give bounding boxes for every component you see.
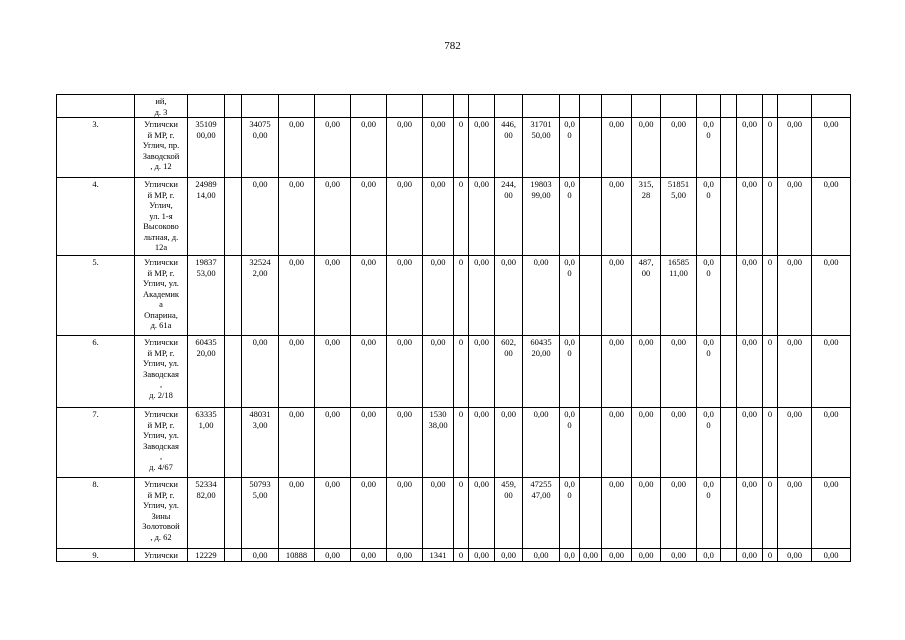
page-number: 782 [444, 40, 461, 52]
value-cell: 0,0 [697, 549, 721, 562]
value-cell [469, 95, 495, 118]
value-cell: 0,00 [351, 549, 387, 562]
value-cell: 0,00 [778, 549, 812, 562]
value-cell: 0 [454, 408, 469, 478]
value-cell: 1530 38,00 [423, 408, 454, 478]
value-cell [279, 95, 315, 118]
value-cell [225, 478, 242, 549]
value-cell: 0,00 [351, 478, 387, 549]
row-number-cell [57, 95, 135, 118]
value-cell [721, 118, 737, 178]
value-cell: 0 [763, 549, 778, 562]
value-cell [454, 95, 469, 118]
value-cell: 0,00 [469, 178, 495, 256]
value-cell: 0,00 [661, 336, 697, 408]
value-cell: 0,00 [423, 256, 454, 336]
value-cell: 0,00 [495, 408, 523, 478]
value-cell: 10888 [279, 549, 315, 562]
address-cell: Угличски й МР, г. Углич, ул. 1-я Высоково льтная, д. 12а [135, 178, 188, 256]
value-cell: 0,0 0 [697, 256, 721, 336]
value-cell: 459, 00 [495, 478, 523, 549]
value-cell: 0,00 [351, 336, 387, 408]
table-row [57, 336, 851, 408]
value-cell: 0,00 [812, 256, 851, 336]
value-cell [721, 408, 737, 478]
value-cell: 63335 1,00 [188, 408, 225, 478]
value-cell: 0,00 [778, 336, 812, 408]
value-cell [721, 478, 737, 549]
value-cell: 0,00 [812, 549, 851, 562]
value-cell [721, 178, 737, 256]
value-cell [580, 178, 602, 256]
value-cell: 0,0 [560, 549, 580, 562]
table-row [57, 408, 851, 478]
value-cell: 315, 28 [632, 178, 661, 256]
value-cell: 0,00 [469, 478, 495, 549]
value-cell: 19803 99,00 [523, 178, 560, 256]
value-cell [225, 549, 242, 562]
value-cell: 0,00 [778, 118, 812, 178]
value-cell: 0 [763, 478, 778, 549]
value-cell: 0,00 [602, 118, 632, 178]
value-cell: 0,0 0 [560, 118, 580, 178]
value-cell [225, 336, 242, 408]
row-number-cell: 6. [57, 336, 135, 408]
value-cell: 244, 00 [495, 178, 523, 256]
value-cell: 0,0 0 [697, 408, 721, 478]
address-cell: Угличски й МР, г. Углич, ул. Заводская , д. 2/18 [135, 336, 188, 408]
row-number-cell: 3. [57, 118, 135, 178]
value-cell: 0 [454, 256, 469, 336]
value-cell [661, 95, 697, 118]
value-cell [580, 408, 602, 478]
value-cell [423, 95, 454, 118]
value-cell: 24989 14,00 [188, 178, 225, 256]
row-number-cell: 8. [57, 478, 135, 549]
value-cell [351, 95, 387, 118]
value-cell: 0,00 [495, 256, 523, 336]
value-cell: 51851 5,00 [661, 178, 697, 256]
value-cell: 0,00 [737, 336, 763, 408]
value-cell: 0 [454, 549, 469, 562]
housing-register-table [56, 94, 851, 562]
value-cell: 0,00 [469, 336, 495, 408]
value-cell: 0,00 [632, 408, 661, 478]
value-cell [697, 95, 721, 118]
value-cell: 0,00 [351, 118, 387, 178]
value-cell: 0,00 [315, 478, 351, 549]
value-cell: 0 [763, 256, 778, 336]
value-cell: 0,00 [315, 118, 351, 178]
value-cell: 60435 20,00 [523, 336, 560, 408]
value-cell: 0,00 [351, 178, 387, 256]
value-cell [580, 118, 602, 178]
address-cell: Угличски [135, 549, 188, 562]
value-cell: 0,00 [737, 256, 763, 336]
row-number-cell: 4. [57, 178, 135, 256]
value-cell [225, 95, 242, 118]
value-cell: 0,0 0 [560, 256, 580, 336]
value-cell [495, 95, 523, 118]
row-number-cell: 7. [57, 408, 135, 478]
value-cell: 0,00 [602, 549, 632, 562]
value-cell [225, 118, 242, 178]
value-cell: 0,00 [387, 478, 423, 549]
value-cell: 35109 00,00 [188, 118, 225, 178]
value-cell: 0,00 [387, 118, 423, 178]
value-cell: 0 [454, 118, 469, 178]
value-cell [580, 336, 602, 408]
value-cell: 0,00 [469, 118, 495, 178]
value-cell: 0,0 0 [560, 178, 580, 256]
value-cell: 0,00 [661, 408, 697, 478]
value-cell: 0,0 0 [697, 336, 721, 408]
value-cell: 0,00 [778, 256, 812, 336]
value-cell: 1341 [423, 549, 454, 562]
value-cell: 0,00 [495, 549, 523, 562]
value-cell: 0,00 [279, 478, 315, 549]
value-cell: 32524 2,00 [242, 256, 279, 336]
value-cell: 487, 00 [632, 256, 661, 336]
value-cell: 0,00 [632, 336, 661, 408]
value-cell: 0,00 [523, 256, 560, 336]
value-cell: 0,00 [315, 336, 351, 408]
value-cell: 0 [763, 336, 778, 408]
value-cell [523, 95, 560, 118]
value-cell: 16585 11,00 [661, 256, 697, 336]
value-cell [580, 95, 602, 118]
value-cell: 0,00 [423, 336, 454, 408]
value-cell [763, 95, 778, 118]
table-row [57, 256, 851, 336]
value-cell: 0,00 [737, 408, 763, 478]
value-cell: 31701 50,00 [523, 118, 560, 178]
value-cell: 0,00 [523, 549, 560, 562]
value-cell: 0,00 [661, 118, 697, 178]
value-cell: 0,00 [778, 178, 812, 256]
value-cell [560, 95, 580, 118]
value-cell [632, 95, 661, 118]
value-cell: 0,00 [423, 478, 454, 549]
address-cell: Угличски й МР, г. Углич, пр. Заводской , д. 12 [135, 118, 188, 178]
value-cell: 0,00 [387, 408, 423, 478]
value-cell: 0,00 [632, 549, 661, 562]
value-cell: 0,00 [632, 478, 661, 549]
value-cell: 0,00 [242, 178, 279, 256]
value-cell: 60435 20,00 [188, 336, 225, 408]
value-cell [225, 256, 242, 336]
value-cell: 0,00 [279, 178, 315, 256]
value-cell: 0,00 [737, 478, 763, 549]
value-cell [737, 95, 763, 118]
value-cell [580, 478, 602, 549]
value-cell: 0,00 [469, 549, 495, 562]
value-cell: 0,00 [469, 256, 495, 336]
value-cell: 0,0 0 [697, 118, 721, 178]
value-cell: 0,00 [315, 408, 351, 478]
value-cell: 0,00 [812, 178, 851, 256]
value-cell: 0,00 [661, 478, 697, 549]
value-cell: 0,00 [812, 478, 851, 549]
value-cell: 50793 5,00 [242, 478, 279, 549]
address-cell: ий, д. 3 [135, 95, 188, 118]
address-cell: Угличски й МР, г. Углич, ул. Заводская , д. 4/67 [135, 408, 188, 478]
value-cell: 0,00 [315, 256, 351, 336]
value-cell: 0,0 0 [560, 478, 580, 549]
row-number-cell: 9. [57, 549, 135, 562]
value-cell: 0,00 [812, 118, 851, 178]
value-cell: 0,00 [737, 549, 763, 562]
value-cell: 0,00 [602, 256, 632, 336]
value-cell [721, 336, 737, 408]
value-cell [580, 256, 602, 336]
value-cell: 0,00 [602, 336, 632, 408]
value-cell: 602, 00 [495, 336, 523, 408]
value-cell: 0,00 [812, 336, 851, 408]
value-cell: 0,00 [778, 408, 812, 478]
address-cell: Угличски й МР, г. Углич, ул. Академик а Опарина, д. 61а [135, 256, 188, 336]
value-cell: 0,00 [351, 408, 387, 478]
value-cell: 0,00 [737, 118, 763, 178]
value-cell: 0,00 [469, 408, 495, 478]
value-cell: 0,00 [523, 408, 560, 478]
value-cell: 0,00 [778, 478, 812, 549]
value-cell: 0,00 [387, 256, 423, 336]
value-cell [315, 95, 351, 118]
value-cell: 0 [454, 336, 469, 408]
value-cell [225, 408, 242, 478]
value-cell: 0,00 [279, 336, 315, 408]
value-cell: 0,00 [812, 408, 851, 478]
value-cell [225, 178, 242, 256]
value-cell: 0,00 [423, 178, 454, 256]
value-cell: 0,00 [279, 408, 315, 478]
value-cell: 0,00 [602, 478, 632, 549]
value-cell: 34075 0,00 [242, 118, 279, 178]
value-cell: 0,00 [661, 549, 697, 562]
value-cell [188, 95, 225, 118]
value-cell: 0,00 [242, 549, 279, 562]
value-cell: 52334 82,00 [188, 478, 225, 549]
table-row [57, 549, 851, 562]
value-cell: 12229 [188, 549, 225, 562]
value-cell [242, 95, 279, 118]
value-cell: 0 [763, 178, 778, 256]
value-cell: 446, 00 [495, 118, 523, 178]
value-cell: 0,0 0 [697, 178, 721, 256]
address-cell: Угличски й МР, г. Углич, ул. Зины Золотовой , д. 62 [135, 478, 188, 549]
value-cell: 0,00 [423, 118, 454, 178]
value-cell: 19837 53,00 [188, 256, 225, 336]
row-number-cell: 5. [57, 256, 135, 336]
value-cell [812, 95, 851, 118]
value-cell: 0,00 [315, 549, 351, 562]
value-cell: 0,00 [387, 178, 423, 256]
value-cell [387, 95, 423, 118]
value-cell: 0,00 [279, 118, 315, 178]
table-row [57, 478, 851, 549]
value-cell: 0 [454, 478, 469, 549]
value-cell: 0,00 [387, 336, 423, 408]
value-cell: 0 [763, 118, 778, 178]
table-row [57, 118, 851, 178]
value-cell: 0,00 [632, 118, 661, 178]
value-cell: 0,0 0 [560, 336, 580, 408]
value-cell: 0,00 [602, 178, 632, 256]
value-cell: 0,00 [387, 549, 423, 562]
value-cell: 0,0 0 [560, 408, 580, 478]
value-cell: 48031 3,00 [242, 408, 279, 478]
value-cell: 0,00 [279, 256, 315, 336]
value-cell: 0 [454, 178, 469, 256]
value-cell: 0,0 0 [697, 478, 721, 549]
value-cell: 0,00 [737, 178, 763, 256]
table-row [57, 178, 851, 256]
value-cell: 0,00 [580, 549, 602, 562]
value-cell: 0,00 [351, 256, 387, 336]
value-cell: 0 [763, 408, 778, 478]
value-cell [602, 95, 632, 118]
value-cell [721, 256, 737, 336]
value-cell: 0,00 [602, 408, 632, 478]
value-cell: 0,00 [315, 178, 351, 256]
value-cell: 47255 47,00 [523, 478, 560, 549]
value-cell: 0,00 [242, 336, 279, 408]
value-cell [721, 549, 737, 562]
table-row-continued [57, 95, 851, 118]
value-cell [778, 95, 812, 118]
value-cell [721, 95, 737, 118]
